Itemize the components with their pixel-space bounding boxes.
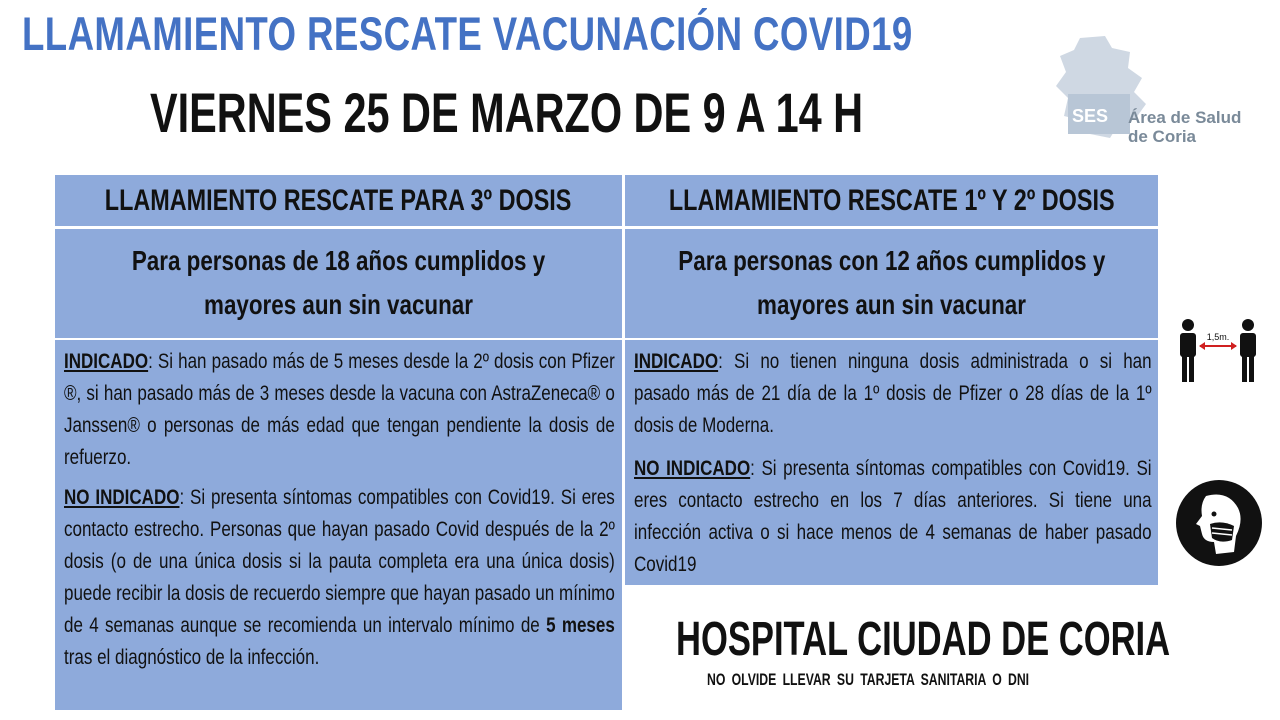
left-indicado: INDICADO: Si han pasado más de 5 meses desde la 2º dosis con Pfizer ®, si han pasado más de 3 meses desde la vacuna con AstraZeneca® o Janssen® o personas de más edad que tengan pendiente la dosis de refuerzo. [64,350,615,469]
ses-abbr: SES [1072,106,1109,126]
ses-logo [1042,28,1258,150]
page-title: LLAMAMIENTO RESCATE VACUNACIÓN COVID19 [22,7,913,60]
right-heading: LLAMAMIENTO RESCATE 1º Y 2º DOSIS [625,175,1158,226]
right-body [625,340,1158,585]
logo-line1: Área de Salud [1128,108,1242,127]
left-no-indicado: NO INDICADO: Si presenta síntomas compatibles con Covid19. Si eres contacto estrecho. Personas que hayan pasado Covid después de la 2º dosis (o de una única dosis si la pauta completa era una única dosis) puede recibir la dosis de recuerdo siempre que hayan pasado un mínimo de 4 semanas aunque se recomienda un intervalo mínimo de 5 meses tras el diagnóstico de la infección. [64,486,615,669]
distance-label: 1,5m. [1206,332,1230,342]
social-distance-icon [1172,318,1264,386]
date-line: VIERNES 25 DE MARZO DE 9 A 14 H [150,81,864,144]
reminder-text: NO OLVIDE LLEVAR SU TARJETA SANITARIA O DNI [707,670,1030,689]
logo-line2: de Coria [1128,127,1197,146]
right-no-indicado: NO INDICADO: Si presenta síntomas compatibles con Covid19. Si eres contacto estrecho en los 7 días anteriores. Si tiene una infección activa o si hace menos de 4 semanas de haber pasado Covid19 [634,457,1152,576]
right-indicado: INDICADO: Si no tienen ninguna dosis administrada o si han pasado más de 21 día de la 1º dosis de Pfizer o 28 días de la 1º dosis de Moderna. [634,350,1152,437]
left-subtitle: Para personas de 18 años cumplidos y mayores aun sin vacunar [55,229,622,338]
left-heading: LLAMAMIENTO RESCATE PARA 3º DOSIS [55,175,622,226]
face-mask-icon [1176,480,1262,566]
right-subtitle: Para personas con 12 años cumplidos y mayores aun sin vacunar [625,229,1158,338]
hospital-name: HOSPITAL CIUDAD DE CORIA [676,613,1171,666]
left-body [55,340,622,710]
